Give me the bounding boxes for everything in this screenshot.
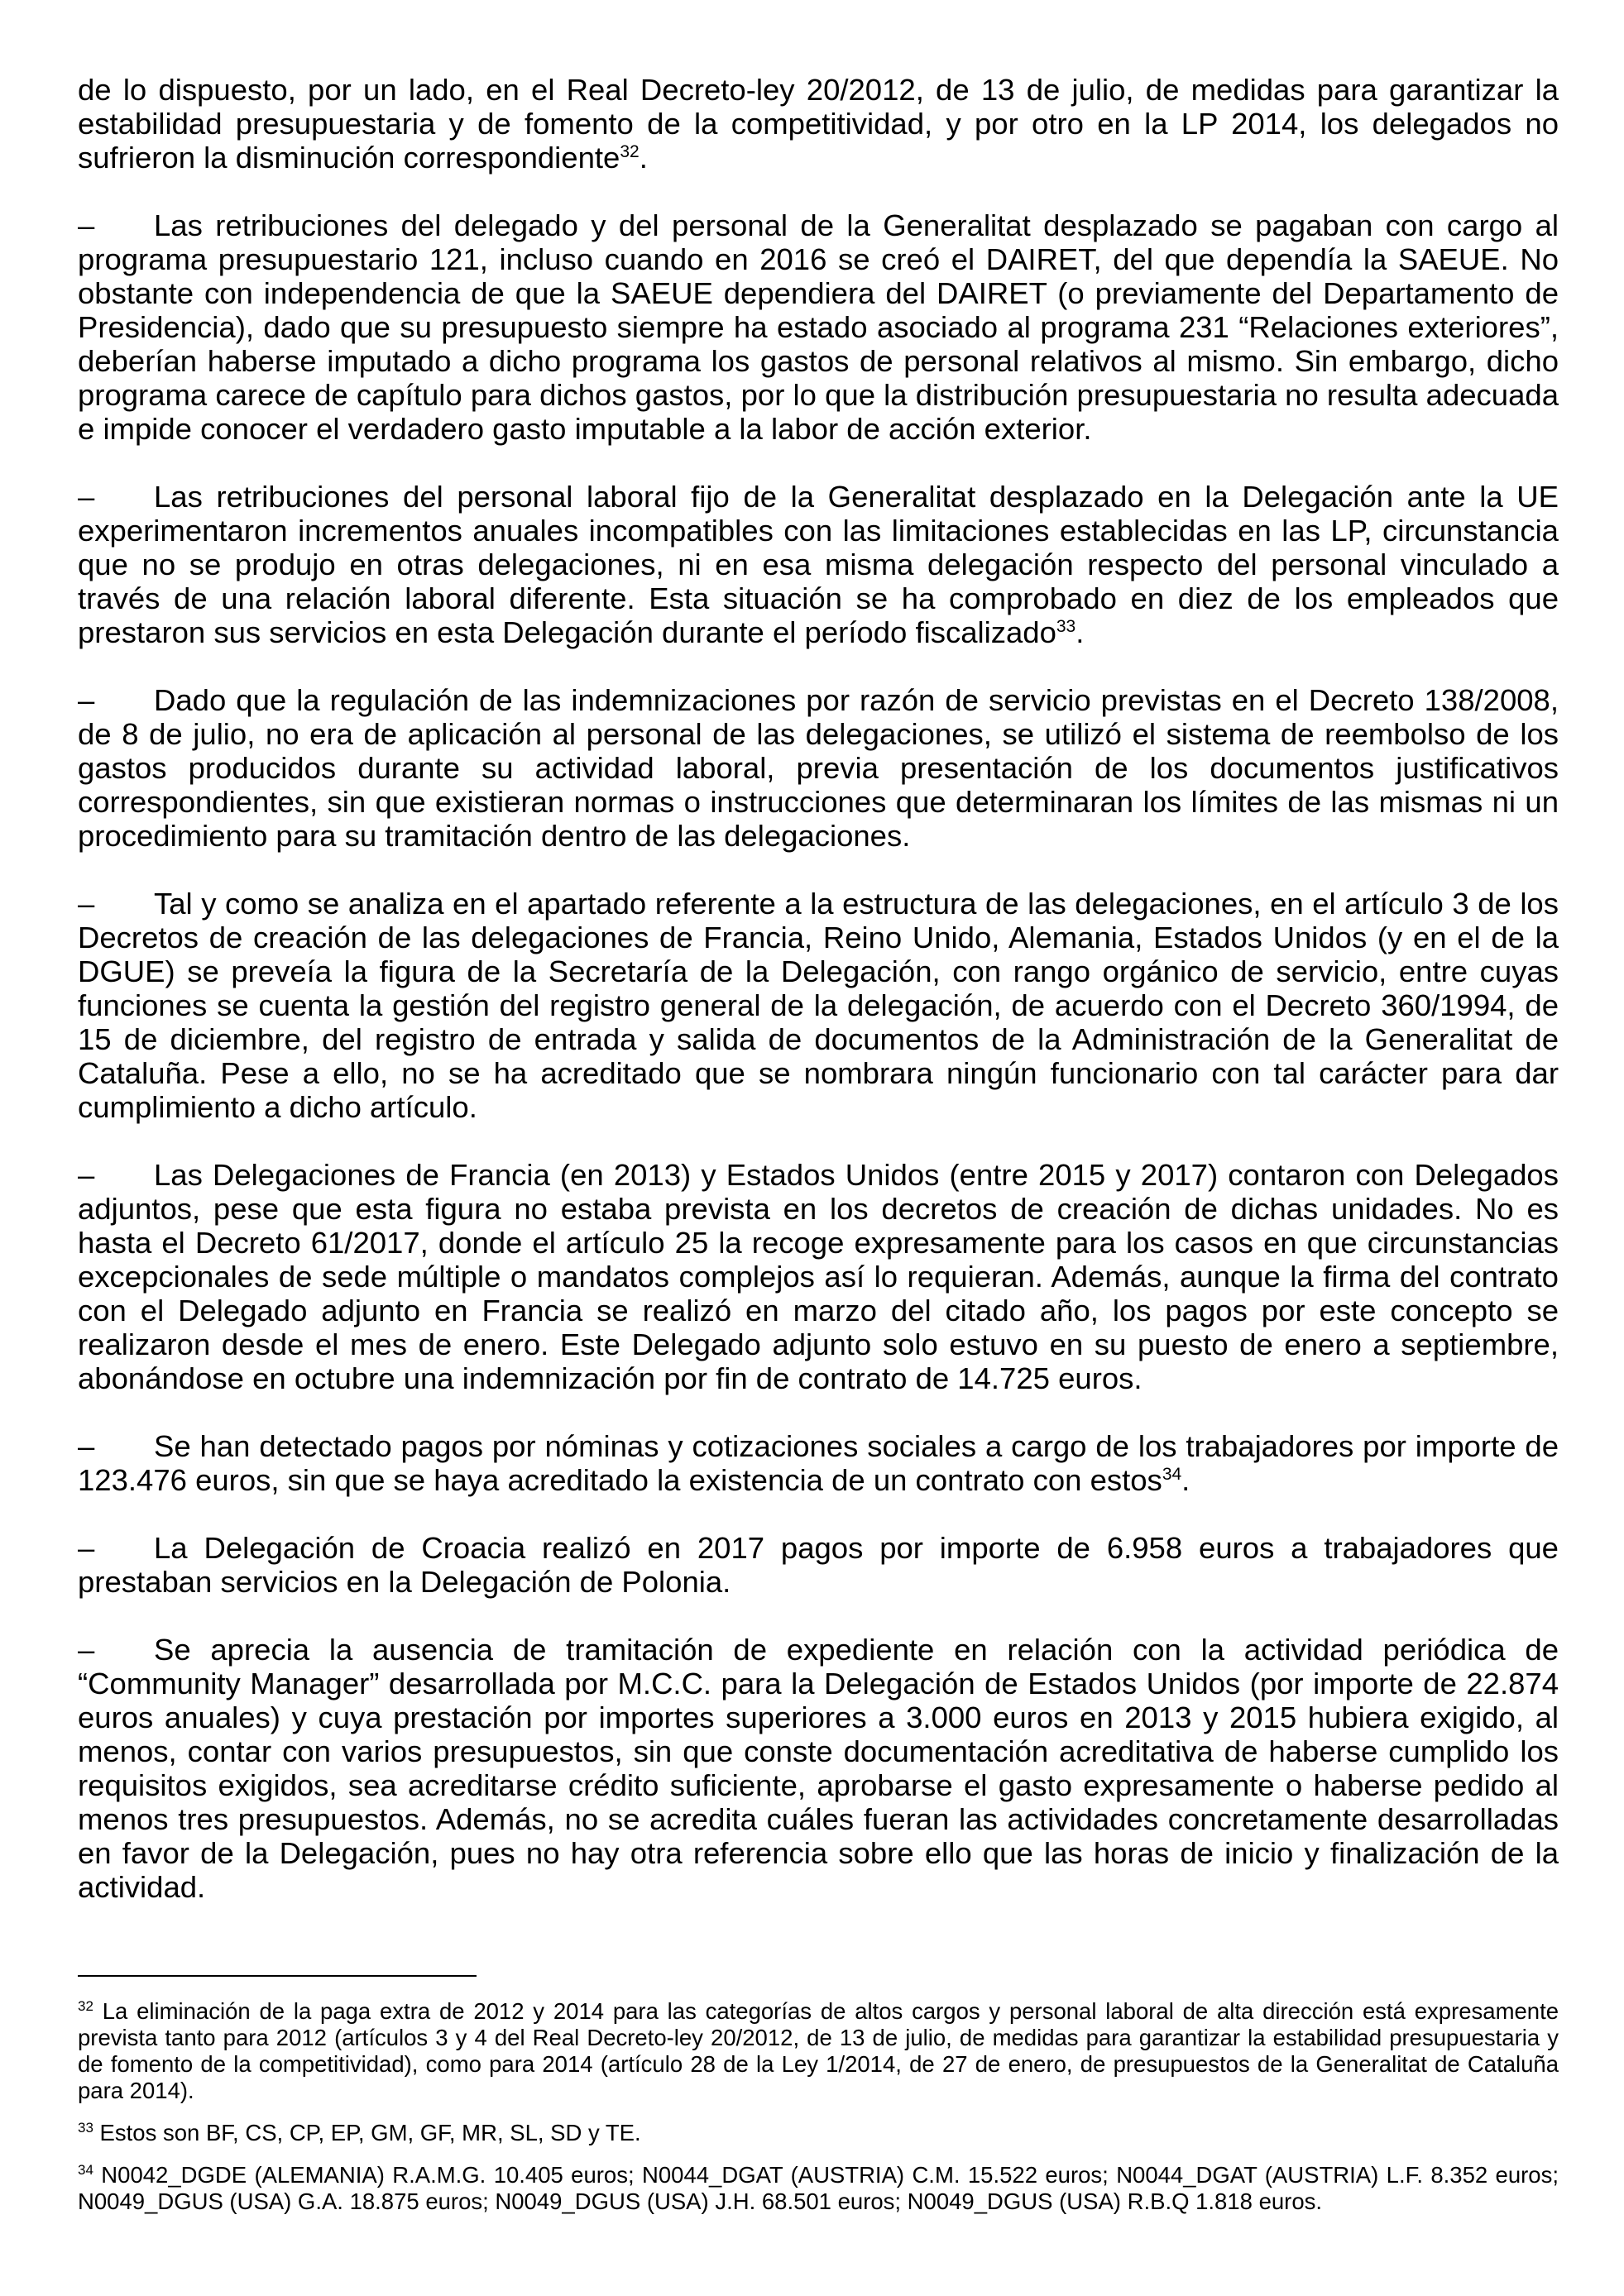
footnotes-section: [78, 1975, 1559, 2231]
list-item: [78, 208, 1559, 446]
list-item-text: Dado que la regulación de las indemnizaciones por razón de servicio previstas en el Decreto 138/2008, de 8 de julio, no era de aplicación al personal de las delegaciones, se utilizó el sistema de reembolso de los gastos producidos durante su actividad laboral, previa presentación de los documentos justificativos correspondientes, sin que existieran normas o instrucciones que determinaran los límites de las mismas ni un procedimiento para su tramitación dentro de las delegaciones.: [78, 683, 1559, 853]
footnote-number: 34: [78, 2161, 93, 2178]
dash-bullet: –: [78, 1158, 95, 1192]
body-text: [78, 73, 1559, 1938]
list-item: [78, 480, 1559, 649]
footnote-reference[interactable]: 32: [620, 141, 640, 161]
dash-bullet: –: [78, 887, 95, 921]
footnote-reference[interactable]: 34: [1162, 1464, 1182, 1484]
list-item-text: Las Delegaciones de Francia (en 2013) y Estados Unidos (entre 2015 y 2017) contaron con Delegados adjuntos, pese que esta figura no estaba prevista en los decretos de creación de dichas unidades. No es hasta el Decreto 61/2017, donde el artículo 25 la recoge expresamente para los casos en que circunstancias excepcionales de sede múltiple o mandatos complejos así lo requieran. Además, aunque la firma del contrato con el Delegado adjunto en Francia se realizó en marzo del citado año, los pagos por este concepto se realizaron desde el mes de enero. Este Delegado adjunto solo estuvo en su puesto de enero a septiembre, abonándose en octubre una indemnización por fin de contrato de 14.725 euros.: [78, 1158, 1559, 1395]
list-item-text: Tal y como se analiza en el apartado referente a la estructura de las delegaciones, en el artículo 3 de los Decretos de creación de las delegaciones de Francia, Reino Unido, Alemania, Estados Unidos (y en el de la DGUE) se preveía la figura de la Secretaría de la Delegación, con rango orgánico de servicio, entre cuyas funciones se cuenta la gestión del registro general de la delegación, de acuerdo con el Decreto 360/1994, de 15 de diciembre, del registro de entrada y salida de documentos de la Administración de la Generalitat de Cataluña. Pese a ello, no se ha acreditado que se nombrara ningún funcionario con tal carácter para dar cumplimiento a dicho artículo.: [78, 887, 1559, 1124]
list-item-text: Las retribuciones del personal laboral fijo de la Generalitat desplazado en la Delegación ante la UE experimentaron incrementos anuales incompatibles con las limitaciones establecidas en las LP, circunstancia que no se produjo en otras delegaciones, ni en esa misma delegación respecto del personal vinculado a través de una relación laboral diferente. Esta situación se ha comprobado en diez de los empleados que prestaron sus servicios en esta Delegación durante el período fiscalizado: [78, 480, 1559, 649]
footnote: [78, 2162, 1559, 2215]
footnote-number: 33: [78, 2119, 93, 2136]
list-item-text: Las retribuciones del delegado y del personal de la Generalitat desplazado se pagaban con cargo al programa presupuestario 121, incluso cuando en 2016 se creó el DAIRET, del que dependía la SAEUE. No obstante con independencia de que la SAEUE dependiera del DAIRET (o previamente del Departamento de Presidencia), dado que su presupuesto siempre ha estado asociado al programa 231 “Relaciones exteriores”, deberían haberse imputado a dicho programa los gastos de personal relativos al mismo. Sin embargo, dicho programa carece de capítulo para dichos gastos, por lo que la distribución presupuestaria no resulta adecuada e impide conocer el verdadero gasto imputable a la labor de acción exterior.: [78, 208, 1559, 446]
list-item: [78, 1429, 1559, 1497]
paragraph-end: .: [639, 141, 648, 175]
list-item: [78, 887, 1559, 1124]
dash-bullet: –: [78, 1531, 95, 1565]
list-item: [78, 1158, 1559, 1395]
footnote-text: La eliminación de la paga extra de 2012 y 2014 para las categorías de altos cargos y personal laboral de alta dirección está expresamente prevista tanto para 2012 (artículos 3 y 4 del Real Decreto-ley 20/2012, de 13 de julio, de medidas para garantizar la estabilidad presupuestaria y de fomento de la competitividad), como para 2014 (artículo 28 de la Ley 1/2014, de 27 de enero, de presupuestos de la Generalitat de Cataluña para 2014).: [78, 1998, 1559, 2103]
dash-bullet: –: [78, 683, 95, 717]
dash-bullet: –: [78, 208, 95, 242]
list-item: [78, 683, 1559, 853]
list-item-text: Se han detectado pagos por nóminas y cotizaciones sociales a cargo de los trabajadores por importe de 123.476 euros, sin que se haya acreditado la existencia de un contrato con estos: [78, 1429, 1559, 1497]
list-item-text: Se aprecia la ausencia de tramitación de expediente en relación con la actividad periódica de “Community Manager” desarrollada por M.C.C. para la Delegación de Estados Unidos (por importe de 22.874 euros anuales) y cuya prestación por importes superiores a 3.000 euros en 2013 y 2015 hubiera exigido, al menos, contar con varios presupuestos, sin que conste documentación acreditativa de haberse cumplido los requisitos exigidos, sea acreditarse crédito suficiente, aprobarse el gasto expresamente o haberse pedido al menos tres presupuestos. Además, no se acredita cuáles fueran las actividades concretamente desarrolladas en favor de la Delegación, pues no hay otra referencia sobre ello que las horas de inicio y finalización de la actividad.: [78, 1633, 1559, 1904]
list-item-text: La Delegación de Croacia realizó en 2017 pagos por importe de 6.958 euros a trabajadores que prestaban servicios en la Delegación de Polonia.: [78, 1531, 1559, 1599]
intro-paragraph: [78, 73, 1559, 175]
dash-bullet: –: [78, 1429, 95, 1463]
list-item-end: .: [1075, 615, 1085, 649]
dash-bullet: –: [78, 1633, 95, 1667]
list-item: [78, 1633, 1559, 1904]
dash-bullet: –: [78, 480, 95, 514]
footnote: [78, 2120, 1559, 2146]
footnote: [78, 1998, 1559, 2104]
footnote-text: N0042_DGDE (ALEMANIA) R.A.M.G. 10.405 euros; N0044_DGAT (AUSTRIA) C.M. 15.522 euros; N0044_DGAT (AUSTRIA) L.F. 8.352 euros; N0049_DGUS (USA) G.A. 18.875 euros; N0049_DGUS (USA) J.H. 68.501 euros; N0049_DGUS (USA) R.B.Q 1.818 euros.: [78, 2162, 1559, 2214]
list-item: [78, 1531, 1559, 1599]
footnote-text: Estos son BF, CS, CP, EP, GM, GF, MR, SL, SD y TE.: [93, 2120, 641, 2145]
footnote-reference[interactable]: 33: [1056, 616, 1076, 636]
list-item-end: .: [1181, 1463, 1190, 1497]
paragraph-text: de lo dispuesto, por un lado, en el Real Decreto-ley 20/2012, de 13 de julio, de medidas para garantizar la estabilidad presupuestaria y de fomento de la competitividad, y por otro en la LP 2014, los delegados no sufrieron la disminución correspondiente: [78, 73, 1559, 175]
footnote-separator: [78, 1975, 477, 1977]
footnote-number: 32: [78, 1997, 93, 2014]
